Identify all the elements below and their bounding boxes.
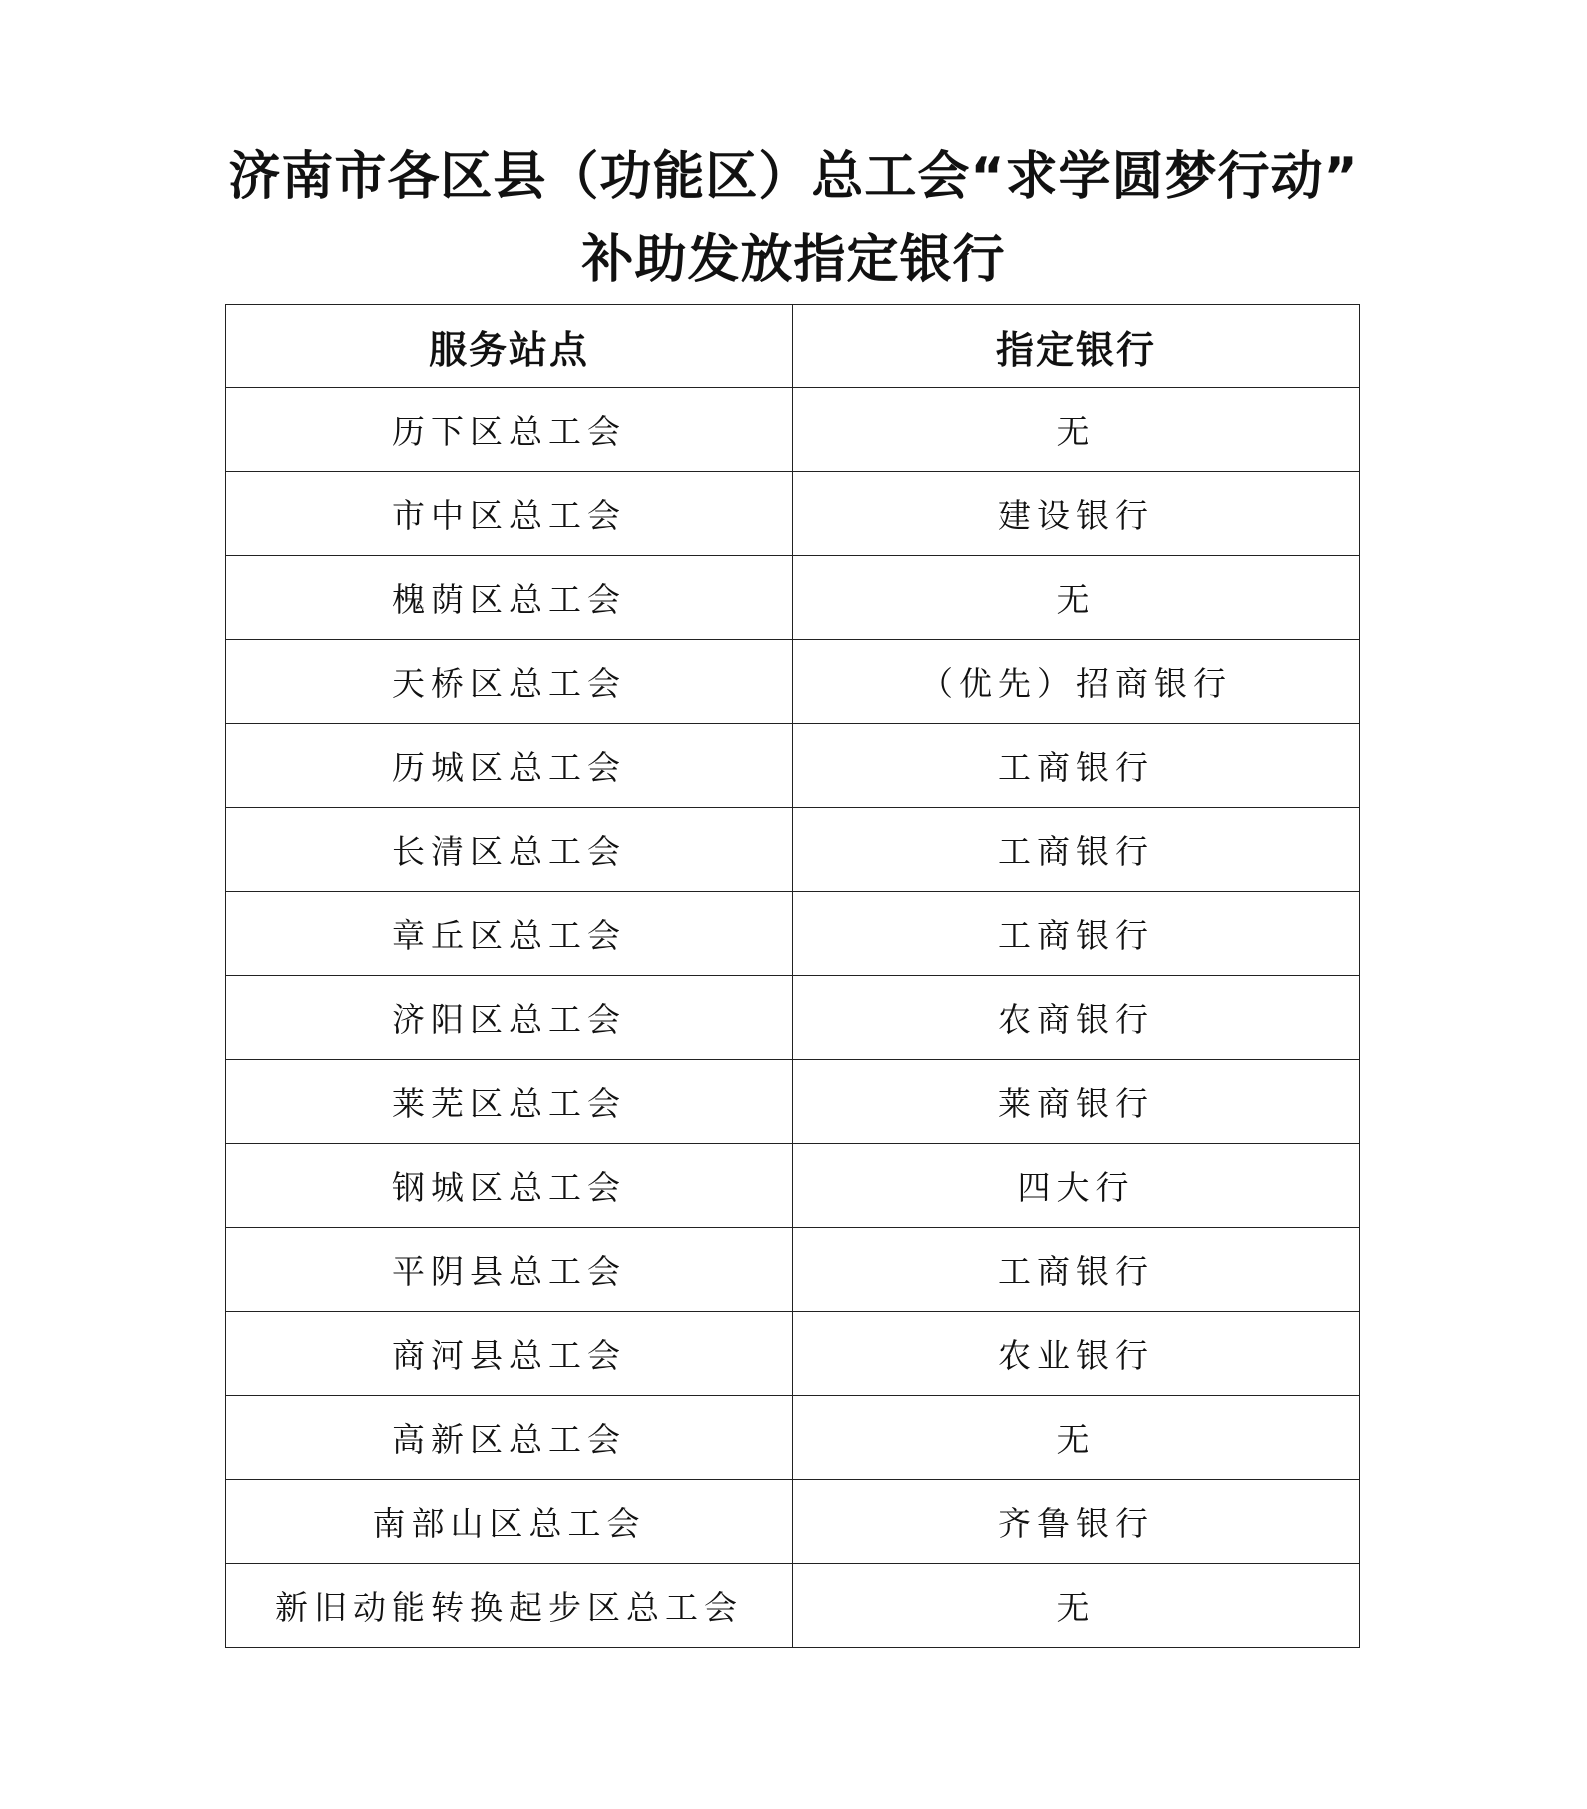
table-row: [226, 1228, 1360, 1312]
bank-cell: 农商银行: [793, 976, 1360, 1060]
document-title-line-2: 补助发放指定银行: [581, 230, 1006, 290]
station-cell: 天桥区总工会: [226, 640, 793, 724]
bank-cell: 工商银行: [793, 1228, 1360, 1312]
header-designated-bank: 指定银行: [793, 305, 1360, 388]
bank-cell: 工商银行: [793, 808, 1360, 892]
station-cell: 槐荫区总工会: [226, 556, 793, 640]
bank-cell: （优先）招商银行: [793, 640, 1360, 724]
station-cell: 历下区总工会: [226, 388, 793, 472]
table-row: [226, 388, 1360, 472]
bank-cell: 农业银行: [793, 1312, 1360, 1396]
table-row: [226, 1144, 1360, 1228]
table-header-row: [226, 305, 1360, 388]
document-title-line-1: 济南市各区县（功能区）总工会“求学圆梦行动”: [228, 147, 1359, 207]
table-row: [226, 472, 1360, 556]
table-row: [226, 808, 1360, 892]
station-cell: 南部山区总工会: [226, 1480, 793, 1564]
bank-cell: 无: [793, 556, 1360, 640]
station-cell: 新旧动能转换起步区总工会: [226, 1564, 793, 1648]
station-cell: 长清区总工会: [226, 808, 793, 892]
station-cell: 莱芜区总工会: [226, 1060, 793, 1144]
station-cell: 章丘区总工会: [226, 892, 793, 976]
bank-cell: 无: [793, 1564, 1360, 1648]
station-cell: 高新区总工会: [226, 1396, 793, 1480]
table-row: [226, 1060, 1360, 1144]
station-cell: 济阳区总工会: [226, 976, 793, 1060]
bank-cell: 莱商银行: [793, 1060, 1360, 1144]
bank-cell: 工商银行: [793, 892, 1360, 976]
header-service-station: 服务站点: [226, 305, 793, 388]
bank-cell: 建设银行: [793, 472, 1360, 556]
station-cell: 历城区总工会: [226, 724, 793, 808]
table-row: [226, 976, 1360, 1060]
station-cell: 平阴县总工会: [226, 1228, 793, 1312]
bank-cell: 四大行: [793, 1144, 1360, 1228]
table-row: [226, 1396, 1360, 1480]
station-cell: 钢城区总工会: [226, 1144, 793, 1228]
designated-bank-table: [225, 304, 1360, 1648]
table-row: [226, 1312, 1360, 1396]
bank-cell: 工商银行: [793, 724, 1360, 808]
table-row: [226, 640, 1360, 724]
station-cell: 商河县总工会: [226, 1312, 793, 1396]
table-row: [226, 892, 1360, 976]
table-row: [226, 1564, 1360, 1648]
table-row: [226, 556, 1360, 640]
table-row: [226, 1480, 1360, 1564]
bank-cell: 齐鲁银行: [793, 1480, 1360, 1564]
station-cell: 市中区总工会: [226, 472, 793, 556]
table-row: [226, 724, 1360, 808]
bank-cell: 无: [793, 1396, 1360, 1480]
bank-cell: 无: [793, 388, 1360, 472]
